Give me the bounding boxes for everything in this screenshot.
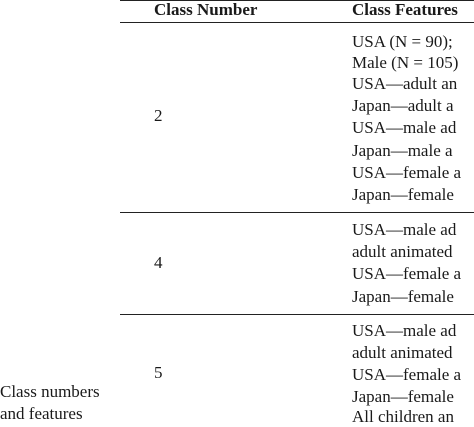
row-group-label — [0, 381, 100, 425]
feature-line: All children an — [352, 407, 454, 426]
header-class-features: Class Features — [352, 0, 458, 19]
feature-line: USA—male ad — [352, 118, 457, 137]
feature-line: USA—male ad — [352, 220, 457, 239]
row-group-label-line2: and features — [0, 404, 83, 423]
class-number-cell: 4 — [154, 253, 163, 272]
feature-line: adult animated — [352, 343, 453, 362]
class-number-cell: 5 — [154, 363, 163, 382]
row-divider — [120, 212, 474, 213]
feature-line: Japan—female — [352, 387, 454, 406]
feature-line: USA (N = 90); — [352, 32, 453, 51]
feature-line: USA—female a — [352, 365, 462, 384]
feature-line: USA—adult an — [352, 74, 458, 93]
row-group-label-line1: Class numbers — [0, 382, 100, 401]
feature-line: Japan—male a — [352, 141, 453, 160]
feature-line: Japan—female — [352, 287, 454, 306]
feature-line: Japan—adult a — [352, 96, 454, 115]
header-rule — [120, 22, 474, 23]
feature-line: USA—female a — [352, 264, 462, 283]
feature-line: Japan—female — [352, 185, 454, 204]
header-class-number: Class Number — [154, 0, 258, 19]
feature-line: adult animated — [352, 242, 453, 261]
feature-line: USA—female a — [352, 163, 462, 182]
class-number-cell: 2 — [154, 106, 163, 125]
feature-line: Male (N = 105) — [352, 53, 459, 72]
row-divider — [120, 314, 474, 315]
feature-line: USA—male ad — [352, 321, 457, 340]
